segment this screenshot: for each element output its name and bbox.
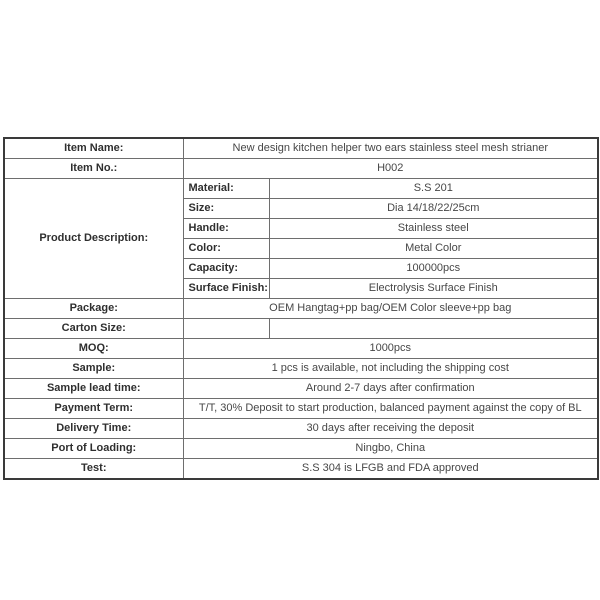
carton-size-empty-cell-1 [183,319,269,339]
material-label: Material: [183,179,269,199]
moq-value: 1000pcs [183,339,598,359]
capacity-value: 100000pcs [269,259,598,279]
row-test [4,459,598,480]
package-label: Package: [4,299,183,319]
delivery-time-value: 30 days after receiving the deposit [183,419,598,439]
row-item-name [4,138,598,159]
sample-value: 1 pcs is available, not including the shipping cost [183,359,598,379]
port-of-loading-value: Ningbo, China [183,439,598,459]
product-description-label: Product Description: [4,179,183,299]
material-value: S.S 201 [269,179,598,199]
capacity-label: Capacity: [183,259,269,279]
row-moq [4,339,598,359]
moq-label: MOQ: [4,339,183,359]
row-delivery-time [4,419,598,439]
size-label: Size: [183,199,269,219]
color-label: Color: [183,239,269,259]
row-sample-lead-time [4,379,598,399]
row-package [4,299,598,319]
item-no-label: Item No.: [4,159,183,179]
carton-size-empty-cell-2 [269,319,598,339]
surface-finish-label: Surface Finish: [183,279,269,299]
row-item-no [4,159,598,179]
carton-size-label: Carton Size: [4,319,183,339]
item-name-label: Item Name: [4,138,183,159]
port-of-loading-label: Port of Loading: [4,439,183,459]
test-label: Test: [4,459,183,480]
payment-term-value: T/T, 30% Deposit to start production, balanced payment against the copy of BL [183,399,598,419]
payment-term-label: Payment Term: [4,399,183,419]
handle-label: Handle: [183,219,269,239]
sample-lead-time-value: Around 2-7 days after confirmation [183,379,598,399]
size-value: Dia 14/18/22/25cm [269,199,598,219]
handle-value: Stainless steel [269,219,598,239]
row-port-of-loading [4,439,598,459]
row-payment-term [4,399,598,419]
row-sample [4,359,598,379]
row-spec-material [4,179,598,199]
package-value: OEM Hangtag+pp bag/OEM Color sleeve+pp bag [183,299,598,319]
test-value: S.S 304 is LFGB and FDA approved [183,459,598,480]
row-carton-size [4,319,598,339]
color-value: Metal Color [269,239,598,259]
sample-label: Sample: [4,359,183,379]
item-no-value: H002 [183,159,598,179]
product-spec-table [3,137,599,480]
delivery-time-label: Delivery Time: [4,419,183,439]
surface-finish-value: Electrolysis Surface Finish [269,279,598,299]
item-name-value: New design kitchen helper two ears stainless steel mesh strianer [183,138,598,159]
sample-lead-time-label: Sample lead time: [4,379,183,399]
